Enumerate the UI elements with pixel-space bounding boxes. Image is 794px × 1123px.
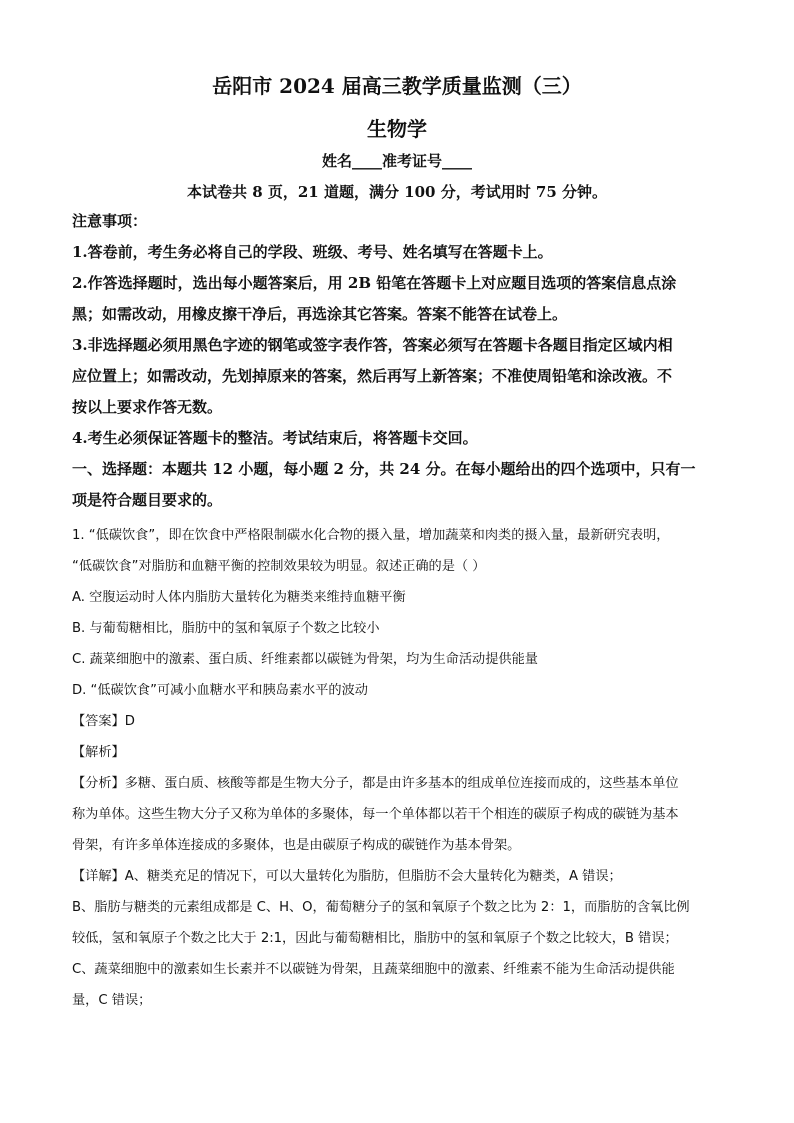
answer-line: 【答案】D — [72, 714, 135, 729]
question-stem-line-2: “低碳饮食”对脂肪和血糖平衡的控制效果较为明显。叙述正确的是（ ） — [72, 559, 486, 574]
analysis-line-5: B、脂肪与糖类的元素组成都是 C、H、O，葡萄糖分子的氢和氧原子个数之比为 2：1，而脂肪的含氧比例 — [72, 900, 690, 915]
note-item-2-cont: 黑；如需改动，用橡皮擦干净后，再选涂其它答案。答案不能答在试卷上。 — [72, 305, 568, 323]
section-heading-line-1: 一、选择题：本题共 12 小题，每小题 2 分，共 24 分。在每小题给出的四个选项中，只有一 — [72, 460, 696, 478]
exam-title: 岳阳市 2024 届高三教学质量监测（三） — [212, 74, 582, 98]
analysis-line-1: 【分析】多糖、蛋白质、核酸等都是生物大分子，都是由许多基本的组成单位连接而成的，这些基本单位 — [72, 776, 679, 791]
option-b: B. 与葡萄糖相比，脂肪中的氢和氧原子个数之比较小 — [72, 621, 380, 636]
analysis-line-6: 较低，氢和氧原子个数之比大于 2:1，因此与葡萄糖相比，脂肪中的氢和氧原子个数之比较大，B 错误； — [72, 931, 678, 946]
note-item-1: 1.答卷前，考生务必将自己的学段、班级、考号、姓名填写在答题卡上。 — [72, 243, 553, 261]
notes-section — [72, 206, 724, 516]
note-item-3-end: 按以上要求作答无数。 — [72, 398, 223, 416]
analysis-line-2: 称为单体。这些生物大分子又称为单体的多聚体，每一个单体都以若干个相连的碳原子构成的碳链为基本 — [72, 807, 679, 822]
analysis-line-4: 【详解】A、糖类充足的情况下，可以大量转化为脂肪，但脂肪不会大量转化为糖类，A 错误； — [72, 869, 622, 884]
exam-info: 本试卷共 8 页，21 道题，满分 100 分，考试用时 75 分钟。 — [186, 183, 608, 201]
note-item-3: 3.非选择题必须用黑色字迹的钢笔或签字表作答，答案必须写在答题卡各题目指定区域内相 — [72, 336, 673, 354]
note-item-4: 4.考生必须保证答题卡的整洁。考试结束后，将答题卡交回。 — [72, 429, 478, 447]
question-stem-line-1: 1. “低碳饮食”，即在饮食中严格限制碳水化合物的摄入量，增加蔬菜和肉类的摄入量，最新研究表明， — [72, 528, 670, 543]
note-item-2: 2.作答选择题时，选出每小题答案后，用 2B 铅笔在答题卡上对应题目选项的答案信息点涂 — [72, 274, 677, 292]
question-1 — [72, 520, 724, 1016]
analysis-title: 【解析】 — [72, 745, 125, 760]
name-id-line: 姓名____准考证号____ — [321, 152, 472, 170]
analysis-line-7: C、蔬菜细胞中的激素如生长素并不以碳链为骨架，且蔬菜细胞中的激素、纤维素不能为生命活动提供能 — [72, 962, 675, 977]
analysis-line-3: 骨架，有许多单体连接成的多聚体，也是由碳原子构成的碳链作为基本骨架。 — [72, 838, 521, 853]
option-d: D. “低碳饮食”可减小血糖水平和胰岛素水平的波动 — [72, 683, 368, 698]
note-item-3-cont: 应位置上；如需改动，先划掉原来的答案，然后再写上新答案；不准使周铅笔和涂改液。不 — [72, 367, 673, 385]
notes-heading: 注意事项： — [72, 212, 148, 230]
analysis-line-8: 量，C 错误； — [72, 993, 152, 1008]
section-heading-line-2: 项是符合题目要求的。 — [72, 491, 223, 509]
option-c: C. 蔬菜细胞中的激素、蛋白质、纤维素都以碳链为骨架，均为生命活动提供能量 — [72, 652, 538, 667]
subject-title: 生物学 — [367, 117, 427, 141]
option-a: A. 空腹运动时人体内脂肪大量转化为糖类来维持血糖平衡 — [72, 590, 406, 605]
